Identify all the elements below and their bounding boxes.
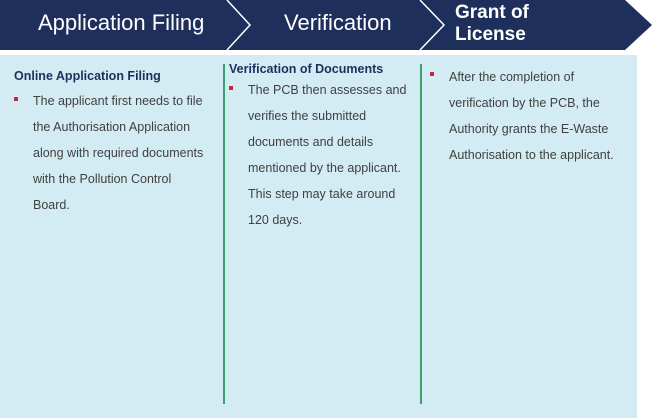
bullet-icon	[430, 72, 434, 76]
column-verification	[229, 62, 412, 233]
bullet-item	[229, 78, 412, 233]
bullet-item	[430, 64, 620, 168]
column-title: Verification of Documents	[229, 62, 384, 76]
bullet-text: The PCB then assesses and verifies the submitted documents and details mentioned by the applicant. This step may take around 120 days.	[248, 83, 407, 227]
column-grant-of-license	[430, 64, 620, 168]
column-application-filing	[14, 69, 210, 218]
bullet-text: The applicant first needs to file the Authorisation Application along with required documents with the Pollution Control Board.	[33, 94, 204, 212]
bullet-item	[14, 89, 210, 218]
step-label-application-filing: Application Filing	[38, 10, 205, 35]
bullet-icon	[14, 97, 18, 101]
column-divider	[420, 64, 422, 404]
bullet-icon	[229, 86, 233, 90]
step-label-verification: Verification	[284, 10, 392, 35]
step-label-grant-of-license: Grant of License	[455, 2, 529, 45]
bullet-text: After the completion of verification by the PCB, the Authority grants the E-Waste Authorisation to the applicant.	[449, 70, 614, 162]
column-title: Online Application Filing	[14, 69, 161, 83]
column-divider	[223, 64, 225, 404]
